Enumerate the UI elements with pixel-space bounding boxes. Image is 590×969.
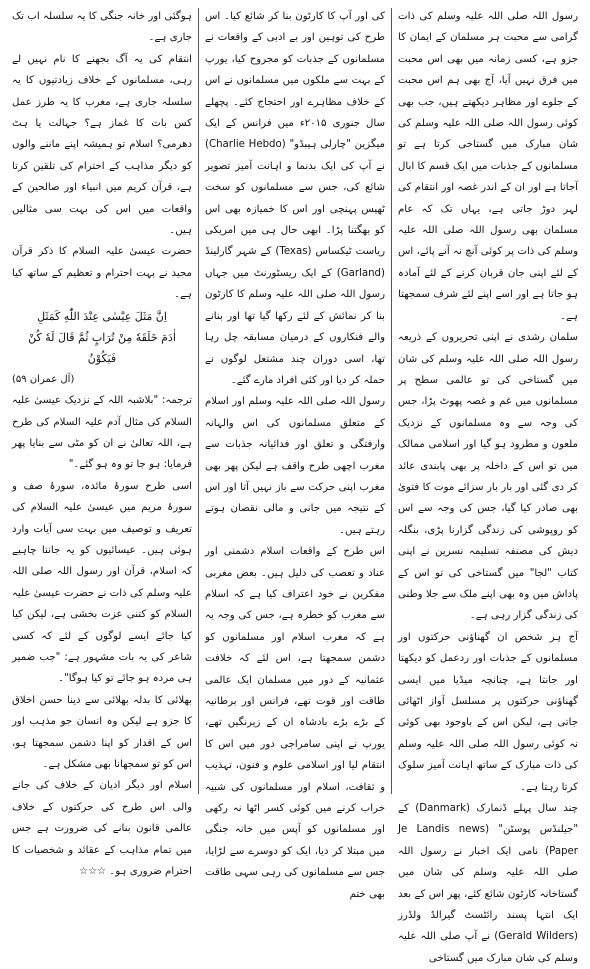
end-mark: ☆☆☆ [79,866,107,878]
verse-reference: (آل عمران ۵۹) [12,373,75,385]
paragraph: بھلائی کا بدلہ بھلائی سے دینا حسن اخلاق کا جزو ہے لیکن وہ انسان جو مذہب اور اس کے اقدار کو اپنا دشمن سمجھتا ہو، اس کو تو سمجھانا بھی مشکل ہے۔ [12,694,192,770]
paragraph: کی اور آپ کا کارٹون بنا کر شائع کیا۔ اس طرح کی توہین اور بے ادبی کے واقعات نے مسلمانوں کے جذبات کو مجروح کیا، یورپ کے بہت سے ملکوں میں مسلمانوں نے اس کے خلاف مظاہرے اور احتجاج کئے۔ پچھلے سال جنوری ۲۰۱۵ء میں فرانس کے ایک میگزین "چارلی ہیبڈو" (Charlie Hebdo) نے آپ کی ایک بدنما و اہانت آمیز تصویر شائع کی، جس سے مسلمانوں کو سخت ٹھیس پہنچی اور اس کا خمیازہ بھی اس کو بھگتنا پڑا۔ ابھی حال ہی میں امریکی ریاست ٹیکساس (Texas) کے شہر گارلینڈ (Garland) کے ایک ریسٹورنٹ میں جہاں رسول اللہ صلی اللہ علیہ وسلم کا کارٹون بنا کر نمائش کے لئے رکھا گیا تھا اور بنانے والے فنکاروں کے درمیان مسابقہ چل رہا تھا، اسی دوران چند مشتعل لوگوں نے حملہ کر دیا اور کئی افراد مارے گئے۔ [205,11,386,386]
paragraph: حضرت عیسیٰ علیہ السلام کا ذکر قرآن مجید نے بہت احترام و تعظیم کے ساتھ کیا ہے۔ [12,246,192,301]
text-columns [6,6,584,964]
paragraph: رسول اللہ صلی اللہ علیہ وسلم اور اسلام کے متعلق مسلمانوں کی اس والہانہ وارفتگی و تعلق اور فدائیانہ جذبات سے مغرب اچھی طرح واقف ہے لیکن پھر بھی مغرب اپنی حرکت سے باز نہیں آتا اور اس کے نتیجہ میں جانی و مالی نقصان ہوتے رہتے ہیں۔ [205,396,385,536]
paragraph: رسول اللہ صلی اللہ علیہ وسلم کی ذات گرامی سے محبت ہر مسلمان کے ایمان کا جزو ہے، کسی زمانہ میں بھی اس محبت میں فرق نہیں آیا، آج بھی ہم اس محبت کے جلوے اور مظاہر دیکھتے ہیں، جب بھی کوئی رسول اللہ صلی اللہ علیہ وسلم کی شان مبارک میں گستاخی کرتا ہے تو مسلمانوں کے جذبات میں ایک قسم کا ابال آجاتا ہے اور ان کے اندر غصہ اور انتقام کی لہر دوڑ جاتی ہے، یہاں تک کہ عام مسلمان بھی رسول اللہ صلی اللہ علیہ وسلم کی ذات پر کوئی آنچ نہ آنے پائے، اس کے لئے اپنی جان قربان کرنے کے لئے آمادہ ہو جاتا ہے اور اسے اپنے لئے شرف سمجھتا ہے۔ [398,11,578,322]
verse-line: اٰدَمَ خَلَقَهٗ مِنْ تُرَابٍ ثُمَّ قَالَ لَهٗ كُنْ [28,330,176,344]
verse-line: فَيَكُوْنُ [87,351,117,365]
paragraph: ہوگئی اور خانہ جنگی کا یہ سلسلہ اب تک جاری ہے۔ [12,11,192,44]
column-middle [199,6,391,900]
paragraph: انتقام کی یہ آگ بجھنے کا نام نہیں لے رہی، مسلمانوں کے خلاف زیادتیوں کا یہ سلسلہ جاری ہے، مغرب کا یہ طرز عمل کس بات کا غماز ہے؟ جہالت یا ہٹ دھرمی؟ اسلام تو ہمیشہ اپنے ماننے والوں کو دیگر مذاہب کے احترام کی تلقین کرتا ہے، قرآن کریم میں انبیاء اور صالحین کے واقعات میں اس کی بہت سی مثالیں ہیں۔ [12,53,192,237]
paragraph: سلمان رشدی نے اپنی تحریروں کے ذریعہ رسول اللہ صلی اللہ علیہ وسلم کی شان میں گستاخی کی تو عالمی سطح پر مسلمانوں میں غم و غصہ پھوٹ پڑا، جس کی وجہ سے وہ مسلمانوں کے نزدیک ملعون و مطرود ہو گیا اور اسلامی ممالک میں تو اس کے داخلہ پر بھی پابندی عائد کر دی گئی اور بار بار سزائے موت کا فتویٰ بھی صادر کیا گیا، جس کی وجہ سے اس کو روپوشی کی زندگی گزارنا پڑی، بنگلہ دیش کی مصنفہ تسلیمہ نسرین نے اپنی کتاب "لجا" میں گستاخی کی تو اس کے پاداش میں وہ بھی اپنے ملک سے جلا وطنی کی زندگی گزار رہی ہے۔ [398,332,578,622]
quran-verse [12,306,192,390]
paragraph: چند سال پہلے ڈنمارک (Danmark) کے "جیلنڈس پوسٹن" (Je Landis news Paper) نامی ایک اخبار نے رسول اللہ صلی اللہ علیہ وسلم کی شان میں گستاخانہ کارٹون شائع کئے، پھر اس کے بعد ایک انتہا پسند رائٹسٹ گیرالڈ ولڈرز (Gerald Wilders) نے آپ صلی اللہ علیہ وسلم کی شان مبارک میں گستاخی [398,803,579,964]
column-left [6,6,198,878]
paragraph: اسی طرح سورۂ مائدہ، سورۂ صف و سورۂ مریم میں عیسیٰ علیہ السلام کی تعریف و توصیف میں بہت سی آیات وارد ہوئی ہیں۔ عیسائیوں کو یہ جاننا چاہیے کہ اسلام، قرآن اور رسول اللہ صلی اللہ علیہ وسلم کی ذات نے حضرت عیسیٰ علیہ السلام کو کتنی عزت بخشی ہے، لیکن کیا کیا جائے ایسے لوگوں کے لئے کہ کسی شاعر کی یہ بات مشہور ہے: "جب ضمیر ہی مردہ ہو جائے تو کیا ہوگا"۔ [12,480,192,685]
verse-line: اِنَّ مَثَلَ عِيْسٰى عِنْدَ اللّٰهِ كَمَثَلِ [37,309,167,323]
paragraph: ترجمہ: "بلاشبہ اللہ کے نزدیک عیسیٰ علیہ السلام کی مثال آدم علیہ السلام کی طرح ہے، اللہ تعالیٰ نے ان کو مٹی سے بنایا پھر فرمایا: ہو جا تو وہ ہو گئے۔" [12,395,192,471]
paragraph: اس طرح کے واقعات اسلام دشمنی اور عناد و تعصب کی دلیل ہیں۔ بعض مغربی مفکرین نے خود اعتراف کیا ہے کہ اسلام سے مغرب کو خطرہ ہے، جس کی وجہ یہ ہے کہ مغرب اسلام اور مسلمانوں کو دشمن سمجھتا ہے، اس لئے کہ خلافت عثمانیہ کے دور میں مسلمان ایک عالمی طاقت اور قوت تھے، فرانس اور برطانیہ کے بڑے بڑے بادشاہ ان کے زیرنگیں تھے، یورپ نے اپنی سامراجی دور میں اس کا انتقام لیا اور اسلامی علوم و فنون، تہذیب و ثقافت، اسلام اور مسلمانوں کی شبیہ خراب کرنے میں کوئی کسر اٹھا نہ رکھی اور مسلمانوں کو آپس میں خانہ جنگی میں مبتلا کر دیا، ایک کو دوسرے سے لڑایا، جس سے مسلمانوں کی رہی سہی طاقت بھی ختم [205,546,385,900]
paragraph-text: اسلام اور دیگر ادیان کے خلاف کی جانے والی اس طرح کی حرکتوں کے خلاف عالمی قانون بنانے کی ضرورت ہے جس میں تمام مذاہب کے عقائد و شخصیات کا احترام ضروری ہو۔ [12,780,192,878]
paragraph [12,775,192,882]
paragraph: آج ہر شخص ان گھناؤنی حرکتوں اور مسلمانوں کے جذبات اور ردعمل کو دیکھتا اور جانتا ہے، چنانچہ میڈیا میں ایسی گھناؤنی حرکتوں پر مسلسل آواز اٹھائی جاتی ہے، لیکن اس کے باوجود بھی کوئی نہ کوئی رسول اللہ صلی اللہ علیہ وسلم کی ذات مبارک کے ساتھ اہانت آمیز سلوک کرتا رہتا ہے۔ [398,631,578,793]
column-right [392,6,584,964]
